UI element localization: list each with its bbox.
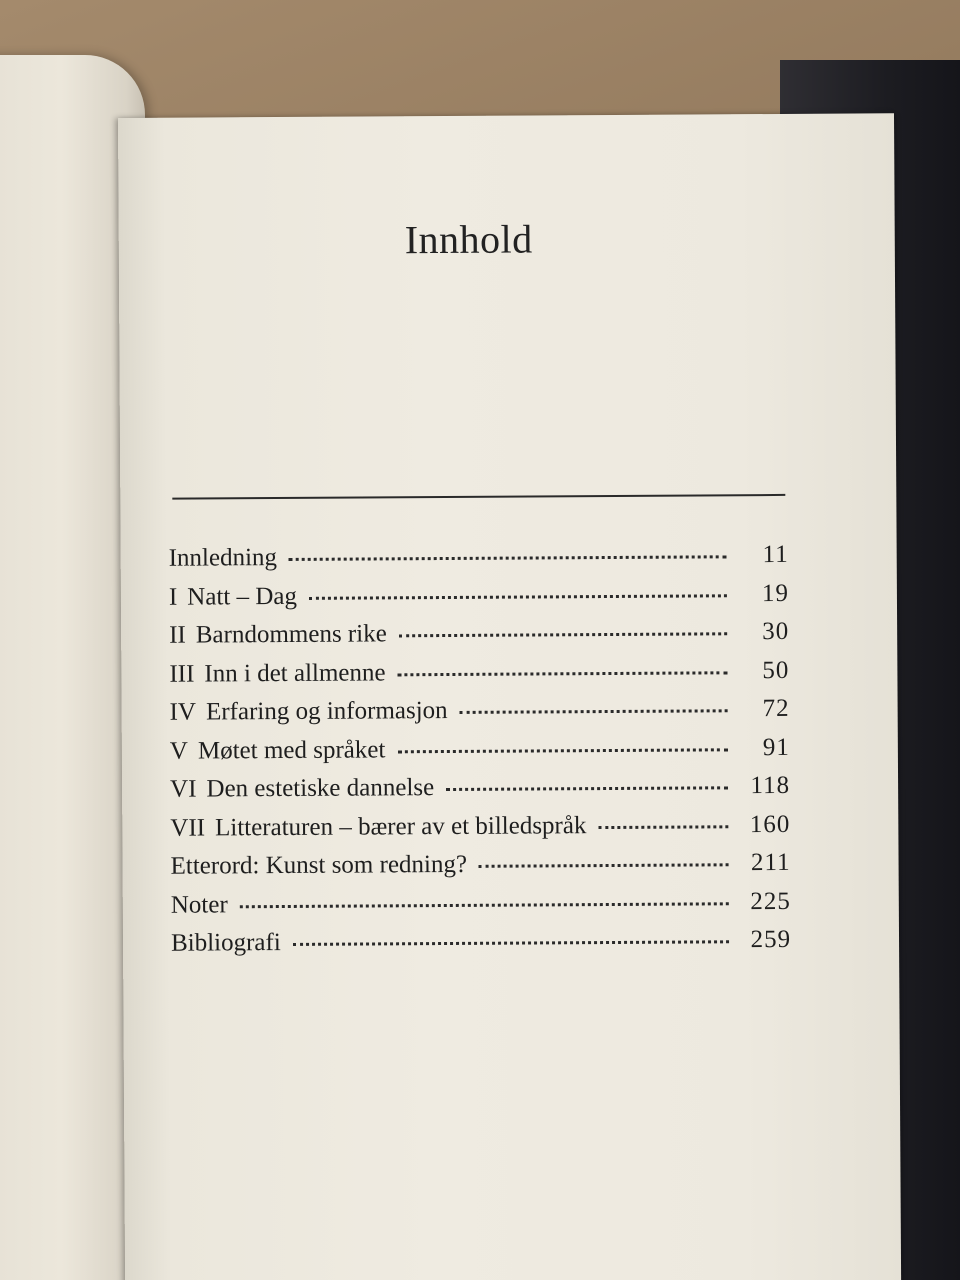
page-number: 72 [762, 694, 790, 723]
chapter-title: Bibliografi [170, 929, 281, 957]
chapter-title: Natt – Dag [187, 582, 298, 611]
dot-leader [397, 748, 727, 753]
chapter-numeral: VI [170, 775, 197, 803]
dot-leader [460, 709, 728, 714]
contents-page [118, 113, 901, 1280]
toc-entry-den-estetiske-dannelse [170, 772, 790, 814]
chapter-numeral: II [169, 621, 186, 649]
chapter-numeral: IV [169, 698, 197, 726]
toc-entry-erfaring-og-informasjon [170, 695, 790, 737]
page-number: 160 [749, 810, 791, 838]
chapter-title: Barndommens rike [195, 620, 387, 649]
page-number: 19 [761, 579, 789, 607]
chapter-title: Etterord: Kunst som redning? [170, 850, 468, 880]
chapter-numeral: I [168, 583, 178, 611]
page-number: 50 [762, 656, 790, 684]
chapter-title: Den estetiske dannelse [206, 774, 435, 803]
chapter-title: Erfaring og informasjon [205, 696, 448, 726]
dot-leader [293, 940, 729, 946]
dot-leader [240, 902, 729, 908]
page-number: 11 [762, 540, 789, 569]
toc-entry-barndommens-rike [169, 618, 789, 660]
toc-entry-etterord [170, 849, 790, 891]
toc-entry-litteraturen [170, 810, 790, 852]
page-title: Innhold [404, 216, 533, 263]
page-number: 211 [750, 848, 791, 877]
dot-leader [598, 825, 728, 829]
divider-rule [172, 494, 785, 500]
chapter-numeral: III [169, 660, 195, 688]
page-number: 225 [750, 887, 791, 915]
chapter-numeral: V [169, 737, 189, 765]
page-number: 259 [750, 925, 792, 954]
table-of-contents [169, 541, 792, 968]
toc-entry-inn-i-det-allmenne [169, 656, 789, 698]
toc-entry-bibliografi [171, 926, 791, 968]
page-number: 118 [750, 771, 791, 800]
chapter-title: Noter [170, 890, 228, 919]
dot-leader [399, 632, 727, 637]
page-number: 91 [762, 733, 790, 761]
dot-leader [309, 594, 727, 600]
toc-entry-motet-med-spraket [170, 733, 790, 775]
dot-leader [446, 786, 728, 791]
dot-leader [289, 555, 727, 561]
chapter-title: Møtet med språket [197, 735, 386, 765]
page-number: 30 [762, 617, 790, 646]
toc-entry-innledning [169, 541, 789, 583]
toc-entry-natt-dag [169, 579, 789, 621]
chapter-title: Innledning [168, 544, 278, 572]
chapter-title: Inn i det allmenne [204, 658, 386, 687]
dot-leader [479, 863, 729, 868]
chapter-title: Litteraturen – bærer av et billedspråk [214, 811, 587, 841]
toc-entry-noter [171, 887, 791, 929]
dot-leader [398, 671, 728, 676]
chapter-numeral: VII [170, 813, 206, 842]
